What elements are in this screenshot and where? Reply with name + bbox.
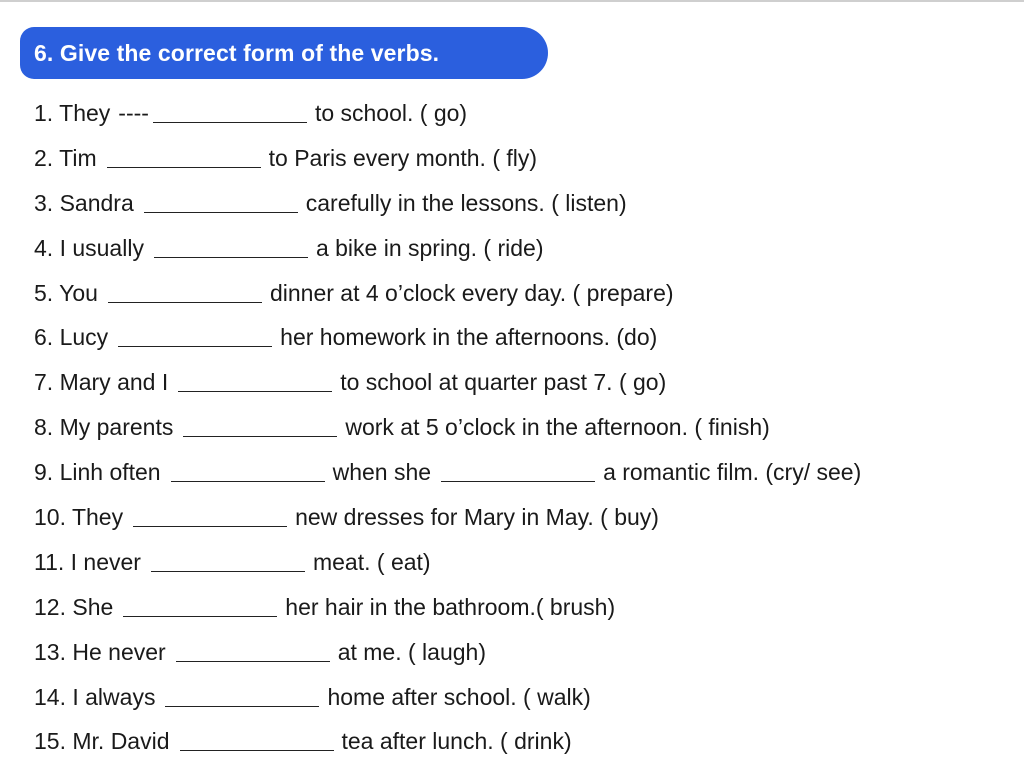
exercise-item-15 [34,728,861,773]
exercise-item-11 [34,549,861,594]
answer-blank[interactable] [178,390,332,392]
item-rest: dinner at 4 o’clock every day. ( prepare) [269,279,674,306]
exercise-item-7 [34,369,861,414]
item-rest: a bike in spring. ( ride) [315,234,544,261]
answer-blank[interactable] [123,615,277,617]
exercise-heading-banner [20,27,548,79]
answer-blank[interactable] [108,301,262,303]
answer-blank[interactable] [165,705,319,707]
item-prefix: 4. I usually [34,234,144,261]
item-prefix: 3. Sandra [34,189,134,216]
item-prefix: 10. They [34,504,124,531]
exercise-item-9 [34,459,861,504]
exercise-item-6 [34,324,861,369]
exercise-heading: 6. Give the correct form of the verbs. [34,39,440,66]
exercise-item-4 [34,235,861,280]
exercise-item-2 [34,145,861,190]
item-rest: to Paris every month. ( fly) [268,144,538,171]
item-rest: home after school. ( walk) [327,683,591,710]
answer-blank[interactable] [133,525,287,527]
answer-blank-second[interactable] [441,480,595,482]
item-prefix: 11. I never [34,548,141,575]
item-rest: meat. ( eat) [312,548,431,575]
exercise-item-13 [34,639,861,684]
item-prefix: 13. He never [34,638,166,665]
answer-blank[interactable] [154,256,308,258]
item-rest: her hair in the bathroom.( brush) [285,593,616,620]
item-rest: tea after lunch. ( drink) [341,728,572,755]
item-rest: new dresses for Mary in May. ( buy) [295,504,659,531]
exercise-item-1 [34,100,861,145]
item-prefix: 5. You [34,279,98,306]
exercise-item-3 [34,190,861,235]
item-prefix: 14. I always [34,683,156,710]
item-prefix: 12. She [34,593,114,620]
item-middle: when she [332,459,432,486]
answer-blank[interactable] [176,660,330,662]
answer-blank[interactable] [183,435,337,437]
answer-blank[interactable] [153,121,307,123]
item-prefix: 2. Tim [34,144,97,171]
answer-blank[interactable] [107,166,261,168]
item-prefix: 6. Lucy [34,324,109,351]
exercise-item-8 [34,414,861,459]
item-rest: work at 5 o’clock in the afternoon. ( finish) [345,414,770,441]
item-rest: carefully in the lessons. ( listen) [305,189,627,216]
answer-blank[interactable] [151,570,305,572]
item-prefix: 8. My parents [34,414,174,441]
answer-blank[interactable] [180,749,334,751]
exercise-item-10 [34,504,861,549]
exercise-item-12 [34,594,861,639]
top-divider [0,0,1024,2]
item-prefix: 7. Mary and I [34,369,169,396]
item-prefix: 9. Linh often [34,459,161,486]
answer-blank[interactable] [144,211,298,213]
item-rest: a romantic film. (cry/ see) [603,459,862,486]
item-rest: to school at quarter past 7. ( go) [340,369,667,396]
item-lead-dashes: ---- [118,100,149,126]
exercise-item-14 [34,684,861,729]
answer-blank[interactable] [118,345,272,347]
item-prefix: 15. Mr. David [34,728,170,755]
item-rest: at me. ( laugh) [337,638,486,665]
answer-blank[interactable] [171,480,325,482]
item-rest: to school. ( go) [314,100,468,126]
exercise-list [34,100,861,773]
item-rest: her homework in the afternoons. (do) [280,324,658,351]
item-prefix: 1. They [34,100,111,126]
exercise-item-5 [34,280,861,325]
